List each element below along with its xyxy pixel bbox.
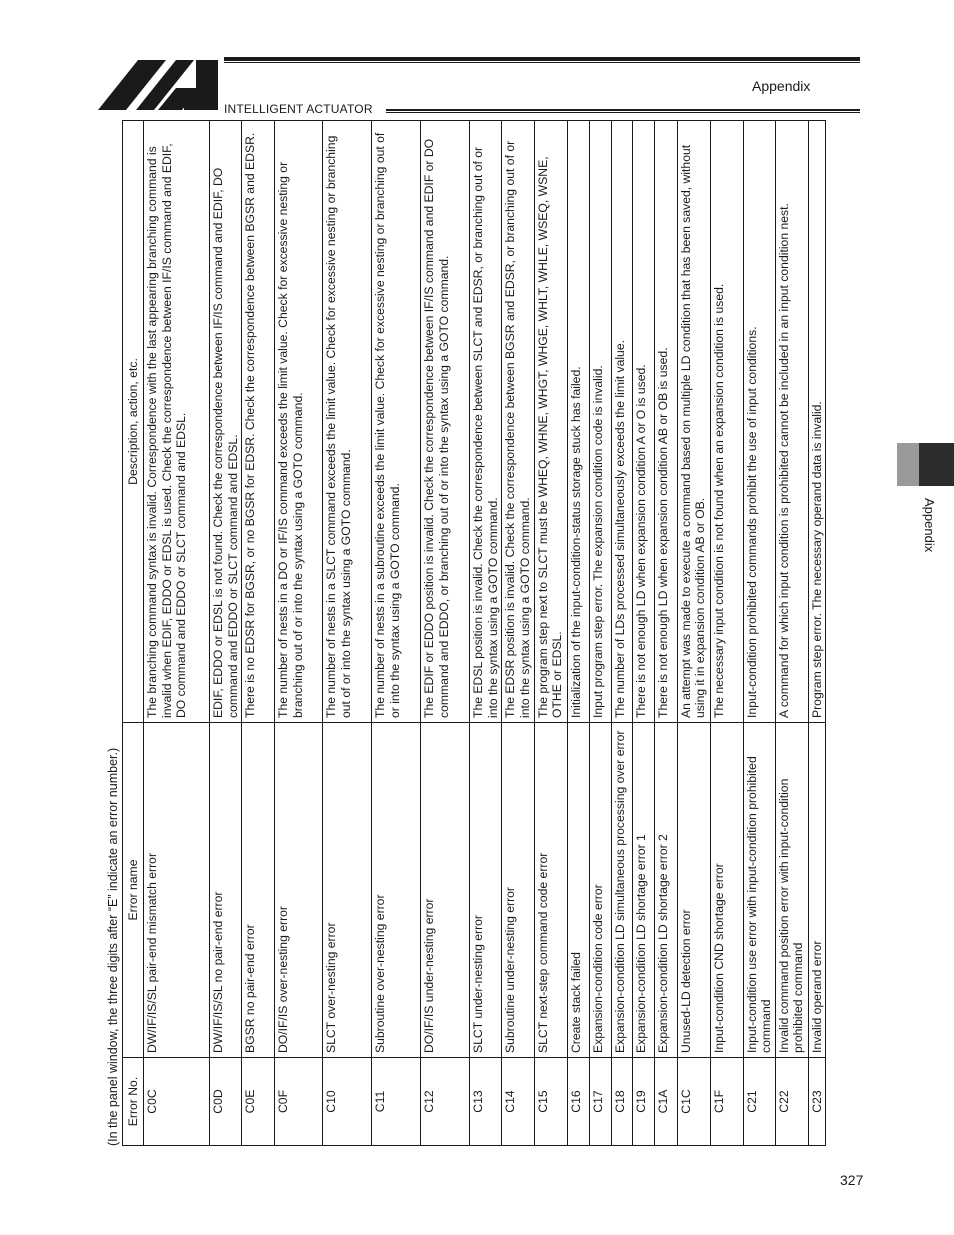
error-description-cell: The number of nests in a subroutine exceeds the limit value. Check for excessive nesting or branching out of or into the syntax using a GOTO command. — [372, 121, 421, 723]
error-name-cell: DW/IF/IS/SL pair-end mismatch error — [144, 723, 210, 1058]
error-code-cell: C23 — [808, 1058, 826, 1146]
table-row — [242, 121, 275, 1146]
error-description-cell: The program step next to SLCT must be WHEQ, WHNE, WHGT, WHGE, WHLT, WHLE, WSEQ, WSNE, OTHE or EDSL. — [534, 121, 567, 723]
table-row — [677, 121, 710, 1146]
error-code-cell: C0D — [210, 1058, 242, 1146]
error-code-cell: C10 — [323, 1058, 372, 1146]
table-row — [632, 121, 654, 1146]
column-header: Error No. — [123, 1058, 144, 1146]
page-number: 327 — [840, 1172, 864, 1188]
side-tab-marker-dark — [919, 443, 954, 486]
error-name-cell: Expansion-condition LD simultaneous processing over error — [611, 723, 632, 1058]
table-row — [743, 121, 775, 1146]
error-description-cell: A command for which input condition is prohibited cannot be included in an input condition nest. — [775, 121, 808, 723]
error-code-cell: C12 — [421, 1058, 470, 1146]
table-header-row — [123, 121, 144, 1146]
table-row — [144, 121, 210, 1146]
error-name-cell: Subroutine over-nesting error — [372, 723, 421, 1058]
error-description-cell: Program step error. The necessary operand data is invalid. — [808, 121, 826, 723]
error-code-cell: C11 — [372, 1058, 421, 1146]
rotated-table-area — [104, 121, 824, 1146]
error-code-cell: C1F — [710, 1058, 743, 1146]
header-rule-top-thin — [224, 62, 860, 63]
error-name-cell: Input-condition CND shortage error — [710, 723, 743, 1058]
error-description-cell: Input program step error. The expansion condition code is invalid. — [589, 121, 611, 723]
table-row — [275, 121, 323, 1146]
column-header: Description, action, etc. — [123, 121, 144, 723]
table-row — [567, 121, 589, 1146]
error-name-cell: Create stack failed — [567, 723, 589, 1058]
table-row — [775, 121, 808, 1146]
column-header: Error name — [123, 723, 144, 1058]
error-code-cell: C1A — [654, 1058, 677, 1146]
table-row — [654, 121, 677, 1146]
error-name-cell: SLCT next-step command code error — [534, 723, 567, 1058]
error-code-cell: C15 — [534, 1058, 567, 1146]
error-name-cell: DO/IF/IS under-nesting error — [421, 723, 470, 1058]
error-code-cell: C21 — [743, 1058, 775, 1146]
error-code-cell: C13 — [470, 1058, 502, 1146]
error-description-cell: The EDSL position is invalid. Check the correspondence between SLCT and EDSR, or branching out of or into the syntax using a GOTO command. — [470, 121, 502, 723]
error-name-cell: DW/IF/IS/SL no pair-end error — [210, 723, 242, 1058]
table-row — [210, 121, 242, 1146]
error-name-cell: DO/IF/IS over-nesting error — [275, 723, 323, 1058]
error-name-cell: Expansion-condition LD shortage error 2 — [654, 723, 677, 1058]
error-description-cell: Initialization of the input-condition-status storage stuck has failed. — [567, 121, 589, 723]
error-code-cell: C0C — [144, 1058, 210, 1146]
table-row — [470, 121, 502, 1146]
error-code-cell: C16 — [567, 1058, 589, 1146]
error-name-cell: Expansion-condition code error — [589, 723, 611, 1058]
error-name-cell: Subroutine under-nesting error — [502, 723, 534, 1058]
error-description-cell: EDIF, EDDO or EDSL is not found. Check the correspondence between IF/IS command and EDIF, DO command and EDDO or SLCT command and EDSL. — [210, 121, 242, 723]
table-row — [710, 121, 743, 1146]
error-code-cell: C14 — [502, 1058, 534, 1146]
table-row — [502, 121, 534, 1146]
error-description-cell: The number of nests in a SLCT command exceeds the limit value. Check for excessive nesting or branching out of or into the syntax using a GOTO command. — [323, 121, 372, 723]
side-tab-marker-light — [897, 443, 919, 486]
table-row — [611, 121, 632, 1146]
iai-logo — [96, 58, 220, 110]
header-rule-bottom-thin — [386, 112, 860, 113]
error-code-cell: C1C — [677, 1058, 710, 1146]
error-description-cell: There is no EDSR for BGSR, or no BGSR for EDSR. Check the correspondence between BGSR and EDSR. — [242, 121, 275, 723]
error-description-cell: The branching command syntax is invalid. Correspondence with the last appearing branching command is invalid when EDIF, EDDO or EDSL is used. Check the correspondence between IF/IS command and EDIF, DO command and EDDO or SLCT command and EDSL. — [144, 121, 210, 723]
error-description-cell: An attempt was made to execute a command based on multiple LD condition that has been saved, without using it in expansion condition AB or OB. — [677, 121, 710, 723]
error-code-cell: C0F — [275, 1058, 323, 1146]
side-tab-label: Appendix — [922, 498, 937, 553]
error-name-cell: Unused-LD detection error — [677, 723, 710, 1058]
header-rule-top — [224, 57, 860, 61]
error-description-cell: There is not enough LD when expansion condition A or O is used. — [632, 121, 654, 723]
error-code-cell: C18 — [611, 1058, 632, 1146]
table-row — [808, 121, 826, 1146]
error-code-cell: C22 — [775, 1058, 808, 1146]
error-name-cell: Invalid operand error — [808, 723, 826, 1058]
error-description-cell: The number of LDs processed simultaneously exceeds the limit value. — [611, 121, 632, 723]
error-name-cell: Input-condition use error with input-condition prohibited command — [743, 723, 775, 1058]
brand-name: INTELLIGENT ACTUATOR — [224, 102, 373, 116]
error-name-cell: SLCT under-nesting error — [470, 723, 502, 1058]
error-description-cell: Input-condition prohibited commands prohibit the use of input conditions. — [743, 121, 775, 723]
error-description-cell: There is not enough LD when expansion condition AB or OB is used. — [654, 121, 677, 723]
error-table — [122, 120, 826, 1146]
table-row — [421, 121, 470, 1146]
table-row — [534, 121, 567, 1146]
error-description-cell: The EDSR position is invalid. Check the correspondence between BGSR and EDSR, or branching out of or into the syntax using a GOTO command. — [502, 121, 534, 723]
error-name-cell: Expansion-condition LD shortage error 1 — [632, 723, 654, 1058]
error-code-cell: C0E — [242, 1058, 275, 1146]
error-description-cell: The number of nests in a DO or IF/IS command exceeds the limit value. Check for excessive nesting or branching out of or into the syntax using a GOTO command. — [275, 121, 323, 723]
error-code-cell: C19 — [632, 1058, 654, 1146]
header-section-title: Appendix — [752, 78, 811, 94]
error-name-cell: Invalid command position error with input-condition prohibited command — [775, 723, 808, 1058]
error-description-cell: The necessary input condition is not found when an expansion condition is used. — [710, 121, 743, 723]
error-description-cell: The EDIF or EDDO position is invalid. Check the correspondence between IF/IS command and EDIF or DO command and EDDO, or branching out of or into the syntax using a GOTO command. — [421, 121, 470, 723]
table-row — [589, 121, 611, 1146]
error-name-cell: BGSR no pair-end error — [242, 723, 275, 1058]
error-code-cell: C17 — [589, 1058, 611, 1146]
error-name-cell: SLCT over-nesting error — [323, 723, 372, 1058]
header-rule-bottom — [386, 109, 860, 111]
table-note: (In the panel window, the three digits after “E” indicate an error number.) — [106, 747, 120, 1146]
table-row — [372, 121, 421, 1146]
table-row — [323, 121, 372, 1146]
